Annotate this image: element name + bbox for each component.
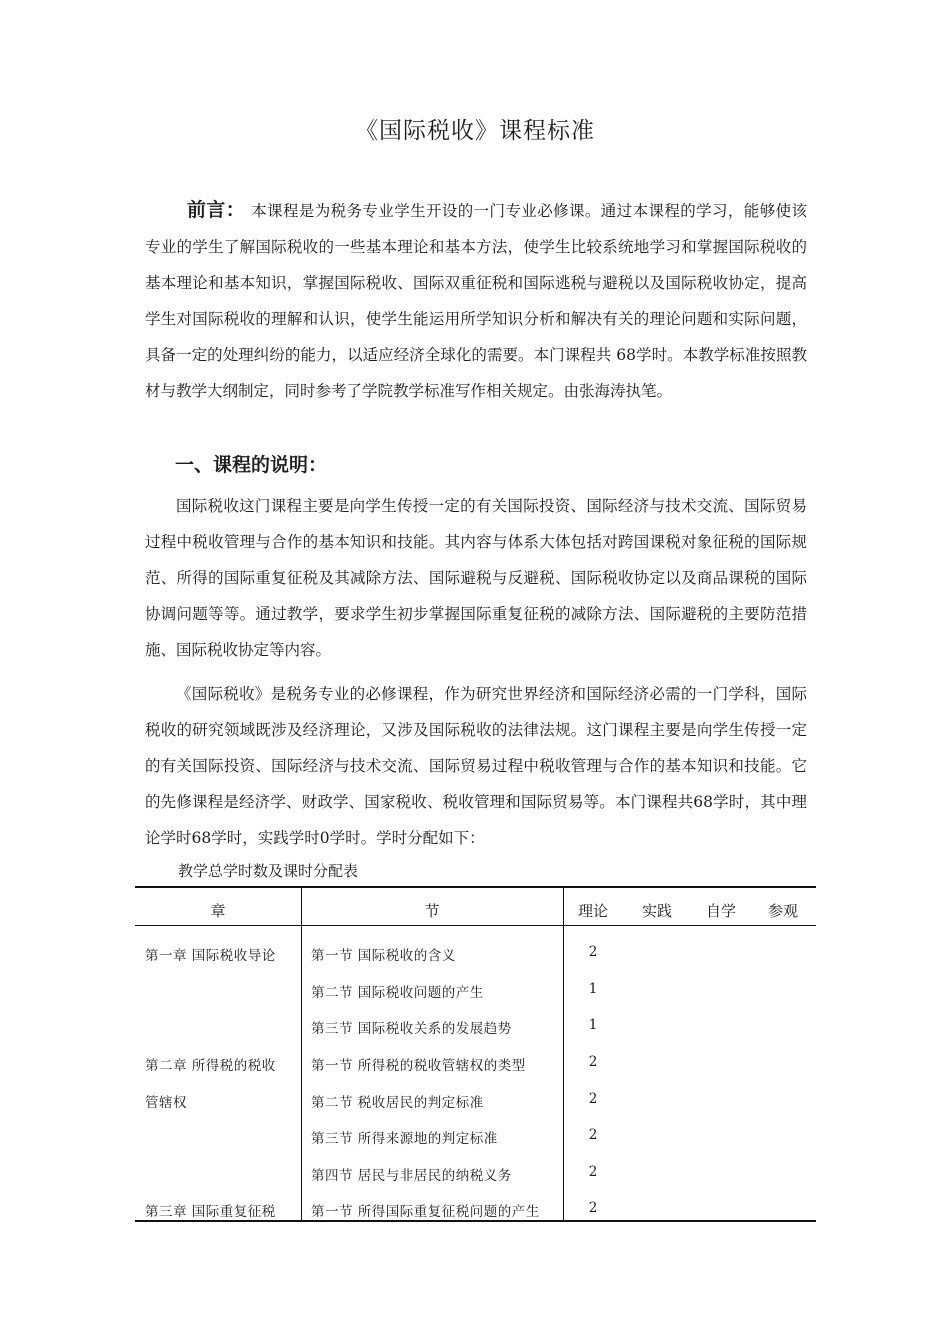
header-chapter: 章 xyxy=(210,902,226,920)
table-chapter-cell: 第二章 所得税的税收 xyxy=(145,1058,276,1074)
table-section-cell: 第一节 所得国际重复征税问题的产生 xyxy=(311,1204,540,1220)
table-divider-section xyxy=(563,888,564,1220)
preface-label: 前言： xyxy=(187,199,246,221)
document-title: 《国际税收》课程标准 xyxy=(355,118,595,144)
table-theory-cell: 2 xyxy=(588,1200,598,1216)
table-section-cell: 第一节 所得税的税收管辖权的类型 xyxy=(311,1058,526,1074)
table-theory-cell: 1 xyxy=(588,981,598,997)
table-theory-cell: 2 xyxy=(588,1127,598,1143)
table-bottom-rule xyxy=(135,1220,816,1222)
table-top-rule xyxy=(135,886,816,888)
header-theory: 理论 xyxy=(577,902,608,920)
table-section-cell: 第一节 国际税收的含义 xyxy=(311,948,456,964)
table-header-rule xyxy=(135,925,816,926)
table-caption: 教学总学时数及课时分配表 xyxy=(178,862,359,880)
table-section-cell: 第四节 居民与非居民的纳税义务 xyxy=(311,1168,512,1184)
header-section: 节 xyxy=(424,902,440,920)
header-self-study: 自学 xyxy=(705,902,736,920)
table-theory-cell: 2 xyxy=(588,1164,598,1180)
table-chapter-cell: 第一章 国际税收导论 xyxy=(145,948,276,964)
table-section-cell: 第三节 国际税收关系的发展趋势 xyxy=(311,1021,512,1037)
section-paragraph-2: 《国际税收》是税务专业的必修课程，作为研究世界经济和国际经济必需的一门学科，国际税收的研究领域既涉及经济理论，又涉及国际税收的法律法规。这门课程主要是向学生传授一定的有关国际投资、国际经济与技术交流、国际贸易过程中税收管理与合作的基本知识和技能。它的先修课程是经济学、财政学、国家税收、税收管理和国际贸易等。本门课程共68学时，其中理论学时68学时，实践学时0学时。学时分配如下： xyxy=(145,685,807,847)
preface-paragraph xyxy=(145,192,807,409)
table-theory-cell: 1 xyxy=(588,1017,598,1033)
table-section-cell: 第二节 税收居民的判定标准 xyxy=(311,1095,484,1111)
table-section-cell: 第三节 所得来源地的判定标准 xyxy=(311,1131,498,1147)
section-heading: 一、课程的说明： xyxy=(175,454,328,476)
section-paragraph-1: 国际税收这门课程主要是向学生传授一定的有关国际投资、国际经济与技术交流、国际贸易过程中税收管理与合作的基本知识和技能。其内容与体系大体包括对跨国课税对象征税的国际规范、所得的国际重复征税及其减除方法、国际避税与反避税、国际税收协定以及商品课税的国际协调问题等等。通过教学，要求学生初步掌握国际重复征税的减除方法、国际避税的主要防范措施、国际税收协定等内容。 xyxy=(145,497,807,659)
table-theory-cell: 2 xyxy=(588,1054,598,1070)
header-practice: 实践 xyxy=(641,902,672,920)
table-chapter-cell: 管辖权 xyxy=(145,1095,187,1111)
table-chapter-cell: 第三章 国际重复征税 xyxy=(145,1204,276,1220)
header-visit: 参观 xyxy=(767,902,798,920)
table-divider-chapter xyxy=(301,888,302,1220)
table-section-cell: 第二节 国际税收问题的产生 xyxy=(311,985,484,1001)
table-theory-cell: 2 xyxy=(588,1091,598,1107)
preface-text: 本课程是为税务专业学生开设的一门专业必修课。通过本课程的学习，能够使该专业的学生了解国际税收的一些基本理论和基本方法，使学生比较系统地学习和掌握国际税收的基本理论和基本知识，掌握国际税收、国际双重征税和国际逃税与避税以及国际税收协定，提高学生对国际税收的理解和认识，使学生能运用所学知识分析和解决有关的理论问题和实际问题，具备一定的处理纠纷的能力，以适应经济全球化的需要。本门课程共 68学时。本教学标准按照教材与教学大纲制定，同时参考了学院教学标准写作相关规定。由张海涛执笔。 xyxy=(145,202,807,400)
table-theory-cell: 2 xyxy=(588,944,598,960)
